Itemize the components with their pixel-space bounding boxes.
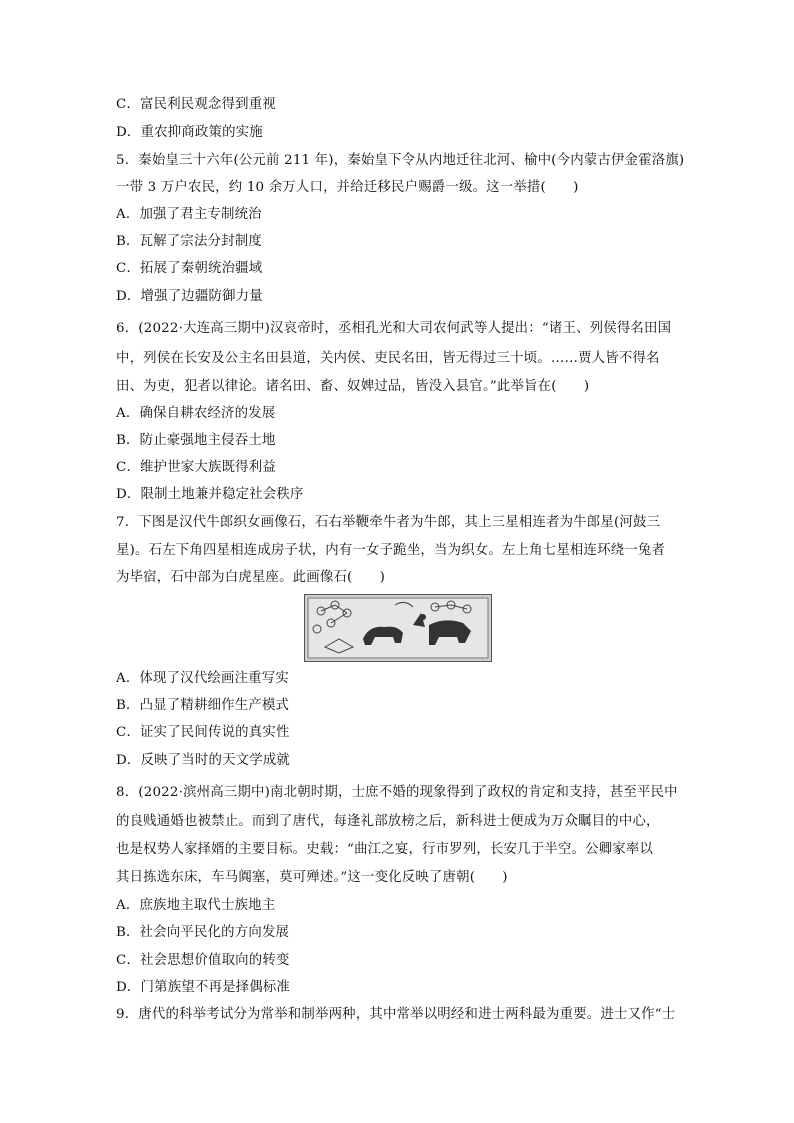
q5-option-b: B．瓦解了宗法分封制度 [116, 234, 262, 249]
q8-stem-line-1: 8．(2022·滨州高三期中)南北朝时期，士庶不婚的现象得到了政权的肯定和支持，甚至平民中 [116, 785, 678, 800]
q6-stem-line-1: 6．(2022·大连高三期中)汉哀帝时，丞相孔光和大司农何武等人提出：“诸王、列侯得名田国 [116, 321, 672, 336]
q8-option-d: D．门第族望不再是择偶标准 [116, 980, 291, 995]
q6-option-b: B．防止豪强地主侵吞土地 [116, 433, 276, 448]
q7-stem-line-1: 7．下图是汉代牛郎织女画像石，石右举鞭牵牛者为牛郎，其上三星相连者为牛郎星(河鼓三 [116, 515, 661, 530]
q9-stem-line-1: 9．唐代的科举考试分为常举和制举两种，其中常举以明经和进士两科最为重要。进士又作“士 [116, 1007, 676, 1022]
q8-stem-line-3: 也是权势人家择婿的主要目标。史载：“曲江之宴，行市罗列，长安几于半空。公卿家率以 [116, 842, 654, 857]
q7-option-d: D．反映了当时的天文学成就 [116, 753, 291, 768]
q6-stem-line-3: 田、为吏，犯者以律论。诸名田、畜、奴婢过品，皆没入县官。”此举旨在( ) [116, 379, 590, 394]
stone-relief-illustration [305, 595, 491, 661]
q5-option-d: D．增强了边疆防御力量 [116, 289, 263, 304]
q8-stem-line-2: 的良贱通婚也被禁止。而到了唐代，每逢礼部放榜之后，新科进士便成为万众瞩目的中心， [116, 814, 660, 829]
q6-option-d: D．限制土地兼并稳定社会秩序 [116, 487, 304, 502]
q7-option-c: C．证实了民间传说的真实性 [116, 725, 290, 740]
q8-option-c: C．社会思想价值取向的转变 [116, 953, 290, 968]
q5-option-a: A．加强了君主专制统治 [116, 207, 262, 222]
q5-stem-line-2: 一带 3 万户农民，约 10 余万人口，并给迁移民户赐爵一级。这一举措( ) [116, 180, 579, 195]
q7-stem-line-3: 为毕宿，石中部为白虎星座。此画像石( ) [116, 570, 386, 585]
q7-option-a: A．体现了汉代绘画注重写实 [116, 671, 289, 686]
q7-option-b: B．凸显了精耕细作生产模式 [116, 698, 290, 713]
q5-option-c: C．拓展了秦朝统治疆域 [116, 261, 263, 276]
q8-option-a: A．庶族地主取代士族地主 [116, 898, 276, 913]
q6-option-a: A．确保自耕农经济的发展 [116, 406, 276, 421]
q8-stem-line-4: 其日拣选东床，车马阗塞，莫可殚述。”这一变化反映了唐朝( ) [116, 870, 508, 885]
q4-option-c: C．富民利民观念得到重视 [116, 97, 276, 112]
q7-stem-line-2: 星)。石左下角四星相连成房子状，内有一女子跪坐，当为织女。左上角七星相连环绕一兔者 [116, 543, 666, 558]
q5-stem-line-1: 5．秦始皇三十六年(公元前 211 年)，秦始皇下令从内地迁往北河、榆中(今内蒙古伊金霍洛旗) [116, 153, 685, 168]
han-stone-relief-image [304, 594, 492, 662]
q8-option-b: B．社会向平民化的方向发展 [116, 925, 290, 940]
q6-stem-line-2: 中，列侯在长安及公主名田县道，关内侯、吏民名田，皆无得过三十顷。……贾人皆不得名 [116, 351, 660, 366]
q4-option-d: D．重农抑商政策的实施 [116, 125, 263, 140]
q6-option-c: C．维护世家大族既得利益 [116, 460, 276, 475]
